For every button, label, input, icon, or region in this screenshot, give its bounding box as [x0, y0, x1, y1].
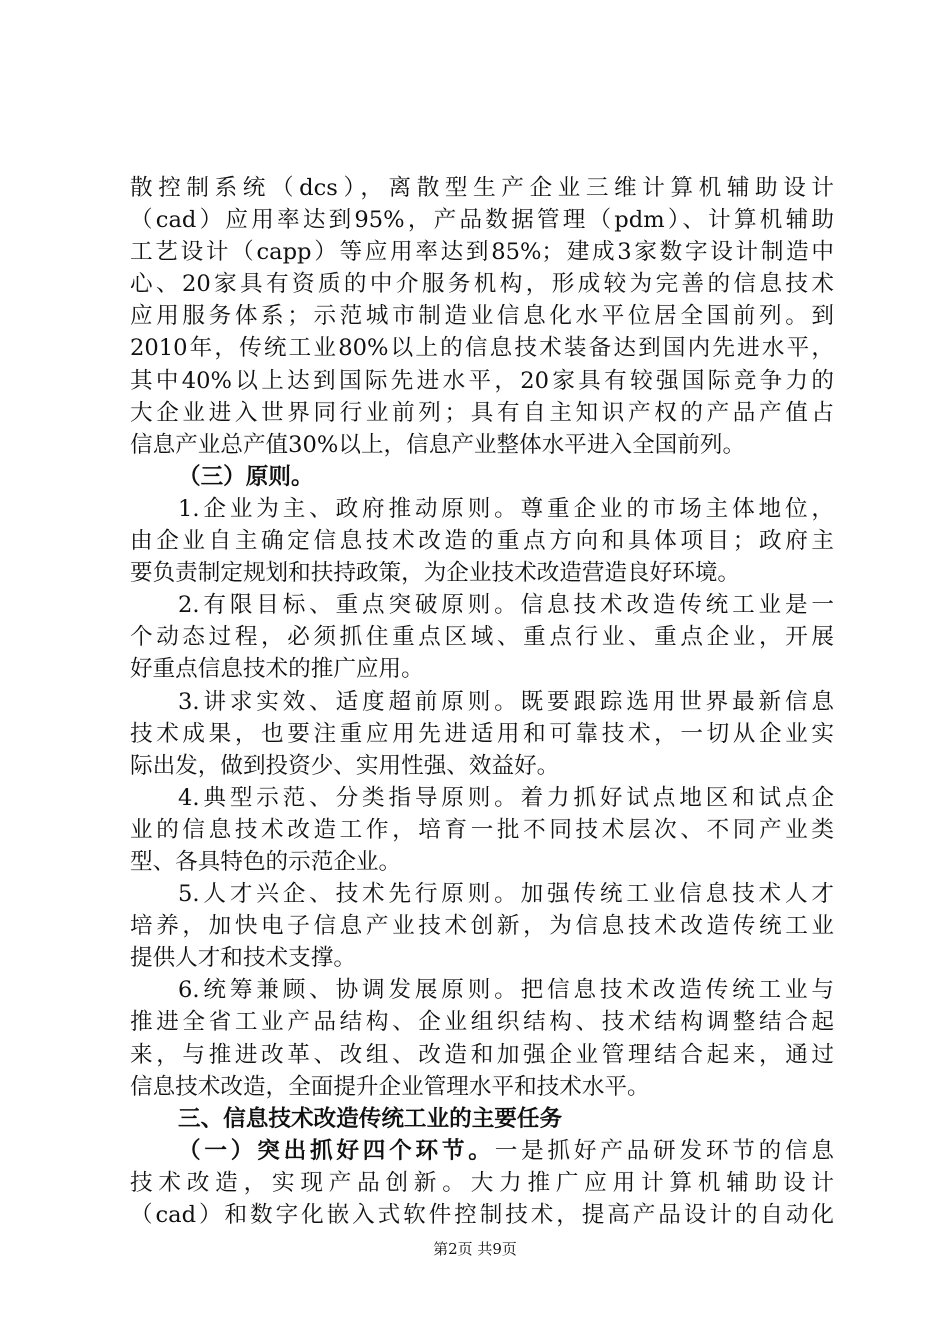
body-line — [130, 1135, 834, 1167]
body-line: 要负责制定规划和扶持政策，为企业技术改造营造良好环境。 — [130, 560, 741, 587]
subsection-heading-four-links: （一）突出抓好四个环节。 — [178, 1137, 495, 1164]
body-line: 5.人才兴企、技术先行原则。加强传统工业信息技术人才 — [178, 881, 834, 908]
body-line: 际出发，做到投资少、实用性强、效益好。 — [130, 752, 560, 779]
body-line: 技术改造，实现产品创新。大力推广应用计算机辅助设计 — [130, 1169, 834, 1196]
body-line: 好重点信息技术的推广应用。 — [130, 656, 424, 683]
body-line: 3.讲求实效、适度超前原则。既要跟踪选用世界最新信息 — [178, 688, 834, 715]
body-line: 推进全省工业产品结构、企业组织结构、技术结构调整结合起 — [130, 1009, 834, 1036]
body-line: 业的信息技术改造工作，培育一批不同技术层次、不同产业类 — [130, 816, 834, 843]
body-line: （cad）和数字化嵌入式软件控制技术，提高产品设计的自动化 — [130, 1202, 834, 1228]
body-line: 信息技术改造，全面提升企业管理水平和技术水平。 — [130, 1073, 650, 1100]
body-line: 1.企业为主、政府推动原则。尊重企业的市场主体地位， — [178, 495, 834, 522]
body-line: 型、各具特色的示范企业。 — [130, 848, 402, 875]
body-line: 心、20家具有资质的中介服务机构，形成较为完善的信息技术 — [130, 271, 834, 298]
body-run: 一是抓好产品研发环节的信息 — [494, 1137, 834, 1164]
body-line: 散控制系统（dcs），离散型生产企业三维计算机辅助设计 — [130, 175, 834, 201]
body-line: 大企业进入世界同行业前列；具有自主知识产权的产品产值占 — [130, 399, 834, 426]
body-line: 2010年，传统工业80%以上的信息技术装备达到国内先进水平， — [130, 335, 834, 362]
body-line: 工艺设计（capp）等应用率达到85%；建成3家数字设计制造中 — [130, 239, 834, 266]
body-line: 6.统筹兼顾、协调发展原则。把信息技术改造传统工业与 — [178, 977, 834, 1004]
body-line: 2.有限目标、重点突破原则。信息技术改造传统工业是一 — [178, 592, 834, 619]
section-heading-principles: （三）原则。 — [178, 463, 314, 490]
body-line: 其中40%以上达到国际先进水平，20家具有较强国际竞争力的 — [130, 367, 834, 394]
document-body — [130, 172, 834, 1231]
body-line: 来，与推进改革、改组、改造和加强企业管理结合起来，通过 — [130, 1041, 834, 1068]
body-line: 培养，加快电子信息产业技术创新，为信息技术改造传统工业 — [130, 913, 834, 940]
body-line: 由企业自主确定信息技术改造的重点方向和具体项目；政府主 — [130, 528, 834, 555]
body-line: （cad）应用率达到95%，产品数据管理（pdm）、计算机辅助 — [130, 207, 834, 234]
body-line: 信息产业总产值30%以上，信息产业整体水平进入全国前列。 — [130, 431, 746, 458]
body-line: 提供人才和技术支撑。 — [130, 945, 356, 972]
body-line: 技术成果，也要注重应用先进适用和可靠技术，一切从企业实 — [130, 720, 834, 747]
body-line: 4.典型示范、分类指导原则。着力抓好试点地区和试点企 — [178, 784, 834, 811]
body-line: 个动态过程，必须抓住重点区域、重点行业、重点企业，开展 — [130, 624, 834, 651]
section-heading-main-tasks: 三、信息技术改造传统工业的主要任务 — [178, 1105, 563, 1132]
body-line: 应用服务体系；示范城市制造业信息化水平位居全国前列。到 — [130, 303, 834, 330]
page-footer: 第2页 共9页 — [433, 1240, 517, 1258]
